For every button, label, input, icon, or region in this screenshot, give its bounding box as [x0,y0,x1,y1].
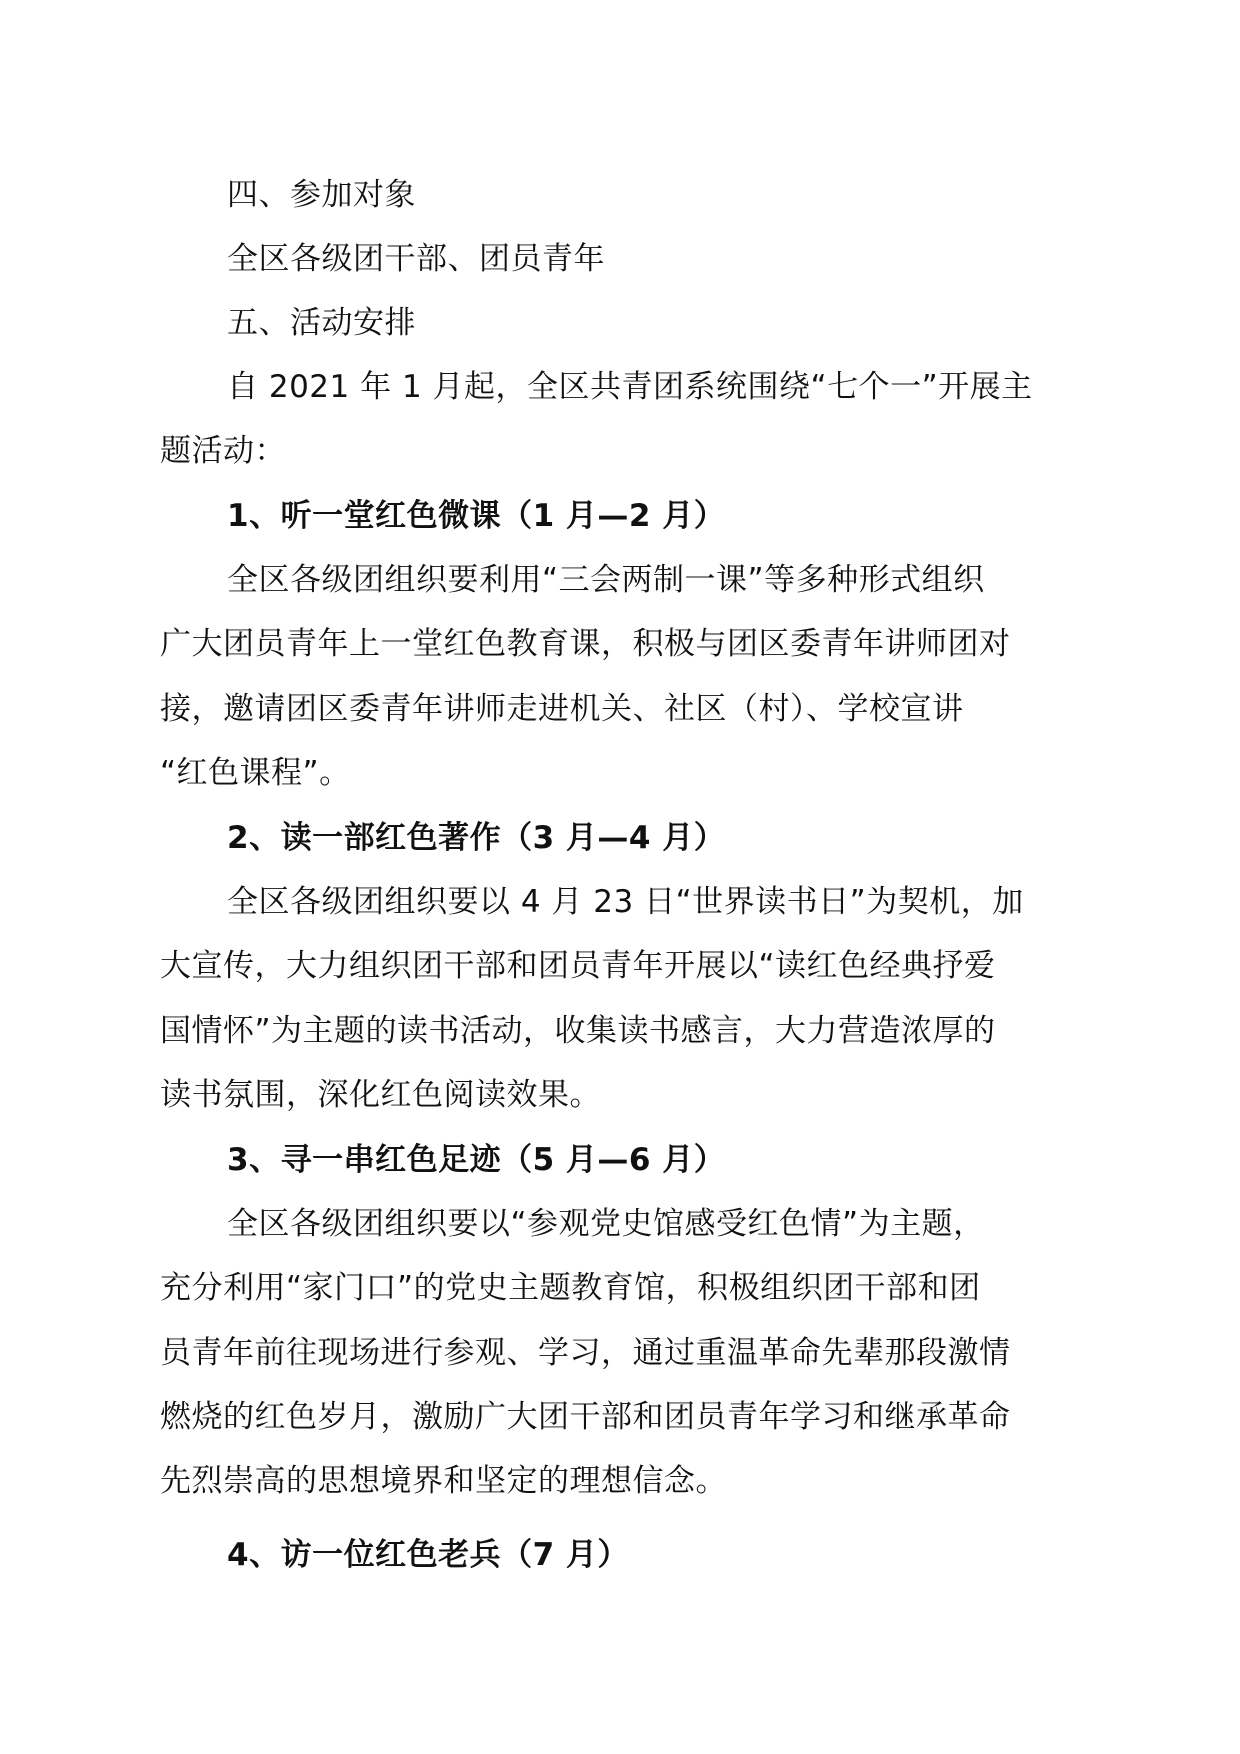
item-2-line-4: 读书氛围，深化红色阅读效果。 [160,1077,601,1113]
item-2-line-1: 全区各级团组织要以 4 月 23 日“世界读书日”为契机，加 [227,884,1024,920]
item-2-heading: 2、读一部红色著作（3 月—4 月） [227,820,726,856]
item-1-line-1: 全区各级团组织要利用“三会两制一课”等多种形式组织 [227,562,985,598]
item-3-line-4: 燃烧的红色岁月，激励广大团干部和团员青年学习和继承革命 [160,1399,1011,1435]
item-1-heading: 1、听一堂红色微课（1 月—2 月） [227,498,726,534]
item-1-line-4: “红色课程”。 [160,755,351,791]
item-1-line-2: 广大团员青年上一堂红色教育课，积极与团区委青年讲师团对 [160,626,1011,662]
item-2-line-2: 大宣传，大力组织团干部和团员青年开展以“读红色经典抒爱 [160,948,996,984]
item-3-line-1: 全区各级团组织要以“参观党史馆感受红色情”为主题， [227,1206,985,1242]
item-2-line-3: 国情怀”为主题的读书活动，收集读书感言，大力营造浓厚的 [160,1013,996,1049]
item-3-line-3: 员青年前往现场进行参观、学习，通过重温革命先辈那段激情 [160,1335,1011,1371]
intro-paragraph-line-2: 题活动： [160,433,286,469]
intro-paragraph-line-1: 自 2021 年 1 月起，全区共青团系统围绕“七个一”开展主 [227,369,1033,405]
item-3-heading: 3、寻一串红色足迹（5 月—6 月） [227,1142,726,1178]
item-3-line-2: 充分利用“家门口”的党史主题教育馆，积极组织团干部和团 [160,1270,981,1306]
item-3-line-5: 先烈崇高的思想境界和坚定的理想信念。 [160,1463,727,1499]
item-4-heading: 4、访一位红色老兵（7 月） [227,1537,629,1573]
section-4-title: 四、参加对象 [227,177,416,213]
section-4-body: 全区各级团干部、团员青年 [227,241,605,277]
item-1-line-3: 接，邀请团区委青年讲师走进机关、社区（村）、学校宣讲 [160,691,964,727]
section-5-title: 五、活动安排 [227,305,416,341]
